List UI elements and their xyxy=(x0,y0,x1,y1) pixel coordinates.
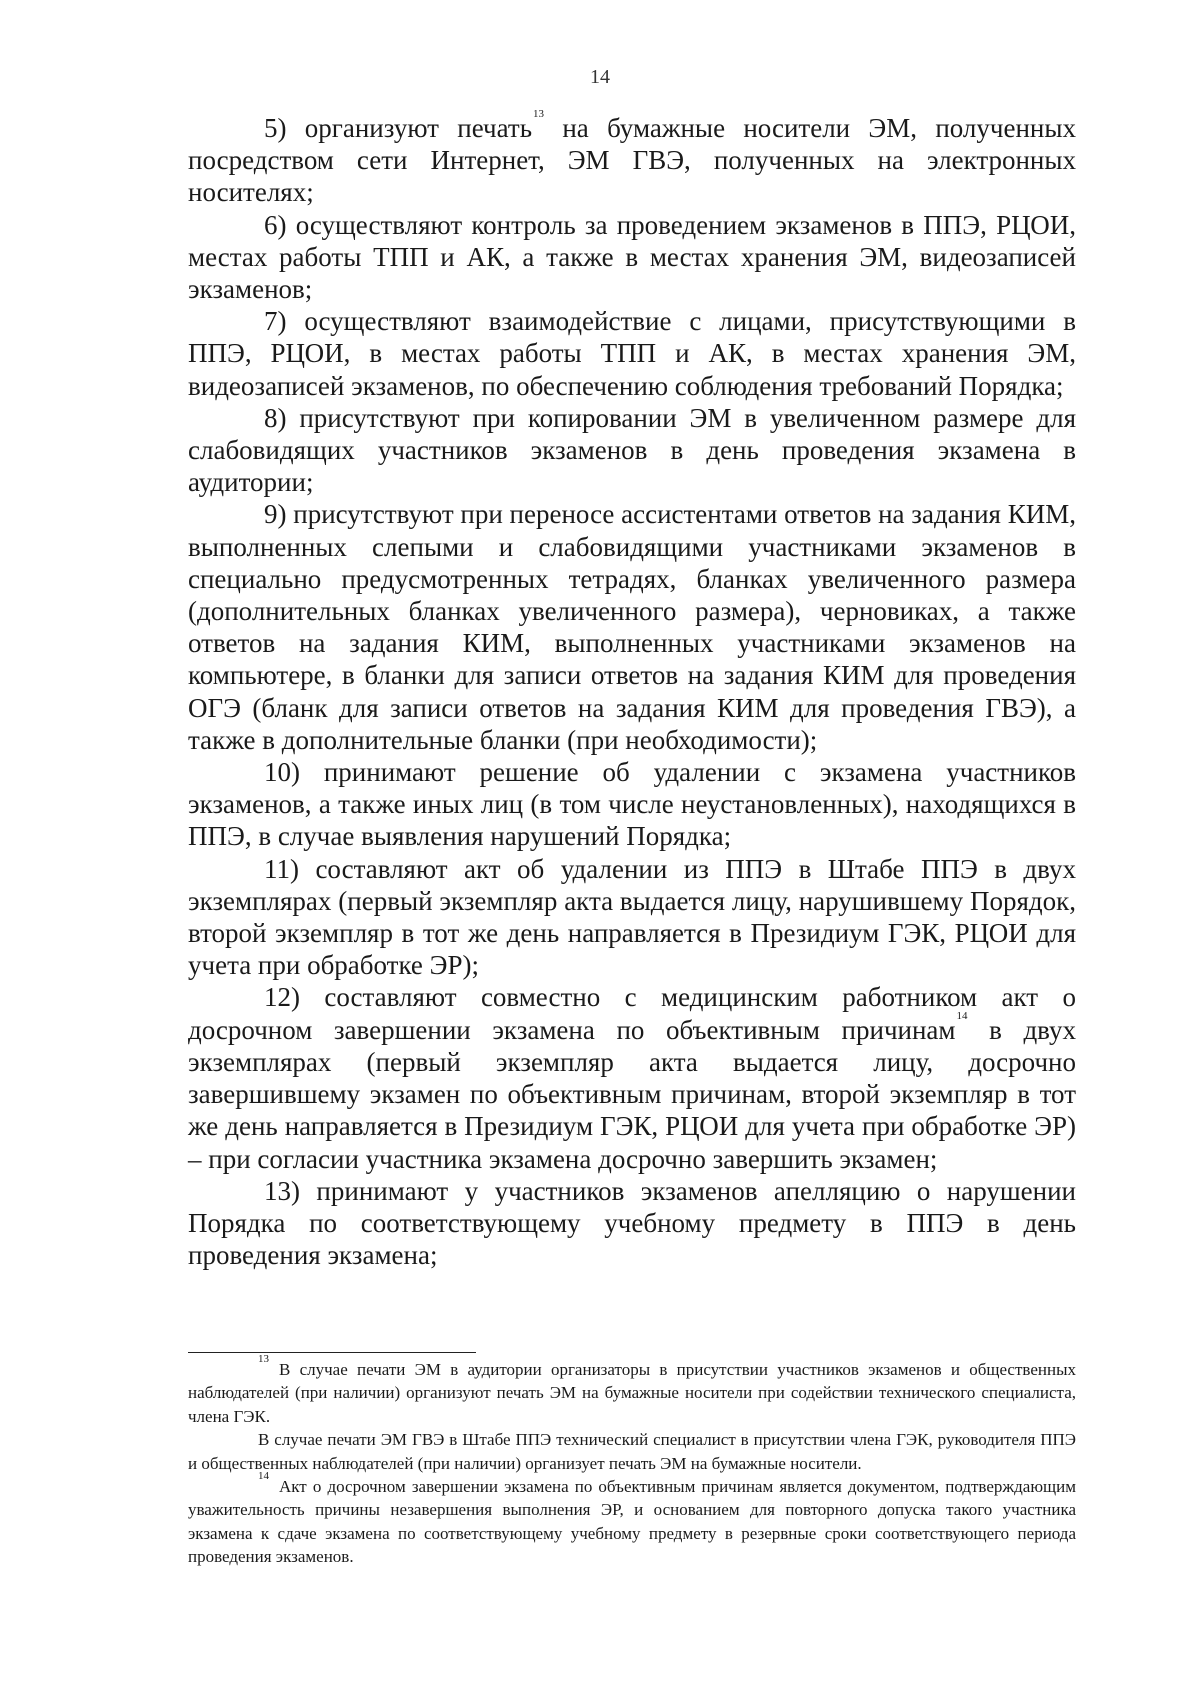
footnote-13-text: В случае печати ЭМ в аудитории организаторы в присутствии участников экзаменов и общественных наблюдателей (при наличии) организуют печать ЭМ на бумажные носители при содействии технического специалиста, члена ГЭК. xyxy=(188,1360,1076,1426)
item-12-text-end: в двух экземплярах (первый экземпляр акта выдается лицу, досрочно завершившему экзамен по объективным причинам, второй экземпляр в тот же день направляется в Президиум ГЭК, РЦОИ для учета при обработке ЭР) – при согласии участника экзамена досрочно завершить экзамен; xyxy=(188,1014,1077,1174)
footnote-13-mark: 13 xyxy=(258,1353,269,1365)
list-item-9: 9) присутствуют при переносе ассистентами ответов на задания КИМ, выполненных слепыми и слабовидящими участниками экзаменов в специально предусмотренных тетрадях, бланках увеличенного размера (дополнительных бланках увеличенного размера), черновиках, а также ответов на задания КИМ, выполненных участниками экзаменов на компьютере, в бланки для записи ответов на задания КИМ для проведения ОГЭ (бланк для записи ответов на задания КИМ для проведения ГВЭ), а также в дополнительные бланки (при необходимости); xyxy=(188,499,1076,755)
item-5-text-end: на бумажные носители ЭМ, полученных посредством сети Интернет, ЭМ ГВЭ, полученных на электронных носителях; xyxy=(188,113,1076,208)
footnote-13-continued: В случае печати ЭМ ГВЭ в Штабе ППЭ технический специалист в присутствии члена ГЭК, руководителя ППЭ и общественных наблюдателей (при наличии) организует печать ЭМ на бумажные носители. xyxy=(188,1430,1076,1473)
list-item-5 xyxy=(188,108,1076,209)
footnote-13 xyxy=(188,1353,1076,1428)
item-12-text-start: 12) составляют совместно с медицинским работником акт о досрочном завершении экзамена по объективным причинам xyxy=(188,982,1076,1045)
footnote-separator xyxy=(188,1352,476,1353)
list-item-10: 10) принимают решение об удалении с экзамена участников экзаменов, а также иных лиц (в том числе неустановленных), находящихся в ППЭ, в случае выявления нарушений Порядка; xyxy=(188,757,1076,852)
page-number: 14 xyxy=(590,66,610,88)
list-item-12 xyxy=(188,981,1076,1174)
list-item-11: 11) составляют акт об удалении из ППЭ в Штабе ППЭ в двух экземплярах (первый экземпляр акта выдается лицу, нарушившему Порядок, второй экземпляр в тот же день направляется в Президиум ГЭК, РЦОИ для учета при обработке ЭР); xyxy=(188,853,1076,981)
document-body xyxy=(188,108,1077,1271)
item-5-text-start: 5) организуют печать xyxy=(264,113,533,143)
footnotes xyxy=(188,1353,1076,1569)
list-item-6: 6) осуществляют контроль за проведением экзаменов в ППЭ, РЦОИ, местах работы ТПП и АК, а также в местах хранения ЭМ, видеозаписей экзаменов; xyxy=(188,209,1076,305)
list-item-8: 8) присутствуют при копировании ЭМ в увеличенном размере для слабовидящих участников экзаменов в день проведения экзамена в аудитории; xyxy=(188,402,1076,498)
footnote-ref-14[interactable]: 14 xyxy=(956,1009,968,1022)
list-item-13: 13) принимают у участников экзаменов апелляцию о нарушении Порядка по соответствующему учебному предмету в ППЭ в день проведения экзамена; xyxy=(188,1175,1076,1271)
footnote-ref-13[interactable]: 13 xyxy=(533,108,545,120)
footnote-14-text: Акт о досрочном завершении экзамена по объективным причинам является документом, подтверждающим уважительность причины незавершения выполнения ЭР, и основанием для повторного допуска такого участника экзамена к сдаче экзамена по соответствующему учебному предмету в резервные сроки соответствующего периода проведения экзаменов. xyxy=(188,1477,1076,1567)
footnote-14 xyxy=(188,1470,1076,1569)
list-item-7: 7) осуществляют взаимодействие с лицами, присутствующими в ППЭ, РЦОИ, в местах работы ТПП и АК, в местах хранения ЭМ, видеозаписей экзаменов, по обеспечению соблюдения требований Порядка; xyxy=(188,306,1076,401)
footnote-14-mark: 14 xyxy=(258,1470,269,1483)
